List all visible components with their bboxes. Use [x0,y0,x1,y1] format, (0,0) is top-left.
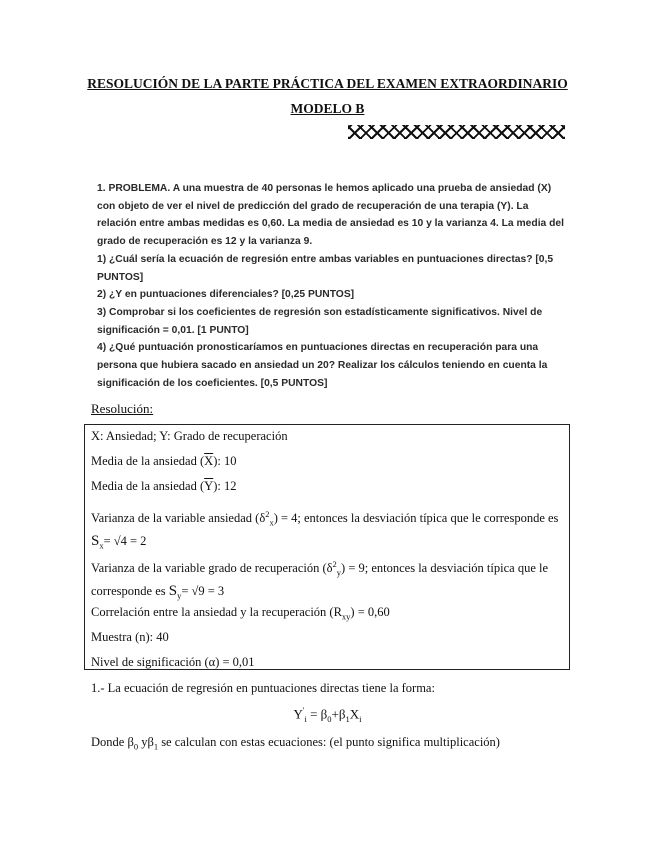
document-subtitle: MODELO B [290,101,365,116]
question-1: 1) ¿Cuál sería la ecuación de regresión entre ambas variables en puntuaciones directas? [0,5 PUNTOS] [97,253,554,283]
document-title: RESOLUCIÓN DE LA PARTE PRÁCTICA DEL EXAMEN EXTRAORDINARIO [87,76,568,91]
regression-formula: $Y'_i = \beta_0+\beta_1X_i$ [293,705,362,724]
redacted-bar [348,125,565,139]
mean-y-row: Media de la ansiedad $(\overline{Y})$: 12 [91,479,237,493]
variables-row: X: Ansiedad; Y: Grado de recuperación [91,429,288,443]
correlation-row: Correlación entre la ansiedad y la recuperación $(R_{xy}) = 0,60$ [91,605,390,622]
mean-x-row: Media de la ansiedad $(\overline{X})$: 10 [91,454,237,468]
question-4: 4) ¿Qué puntuación pronosticaríamos en puntuaciones directas en recuperación para una persona que hubiera sacado en ansiedad un 20? Realizar los cálculos teniendo en cuenta la significación de los coeficientes. [0,5 PUNTOS] [97,342,548,389]
question-2: 2) ¿Y en puntuaciones diferenciales? [0,25 PUNTOS] [97,289,355,301]
coefficients-intro: Donde $\beta_0$ $y\beta_1$ se calculan con estas ecuaciones: (el punto significa multiplicación) [91,735,500,752]
resolution-label: Resolución: [91,401,154,416]
variance-y-row: Varianza de la variable grado de recuperación $(\delta^2_y) = 9$; entonces la desviación típica que le corresponde es $S_y= √9 = 3$ [91,559,549,601]
question-3: 3) Comprobar si los coeficientes de regresión son estadísticamente significativos. Nivel de significación = 0,01. [1 PUNTO] [97,306,543,336]
regression-intro: 1.- La ecuación de regresión en puntuaciones directas tiene la forma: [91,681,435,695]
sample-row: Muestra (n): 40 [91,630,169,644]
variance-x-row: Varianza de la variable ansiedad $(\delta^2_x) = 4$; entonces la desviación típica que le corresponde es $S_x= √4 = 2$ [91,509,559,551]
problem-text: 1. PROBLEMA. A una muestra de 40 personas le hemos aplicado una prueba de ansiedad (X) con objeto de ver el nivel de predicción del grado de recuperación de una terapia (Y). La relación entre ambas medidas es 0,60. La media de ansiedad es 10 y la varianza 4. La media del grado de recuperación es 12 y la varianza 9. [97,183,565,248]
problem-statement [97,180,569,392]
data-box [84,424,570,670]
significance-row: Nivel de significación (α) = 0,01 [91,655,255,669]
